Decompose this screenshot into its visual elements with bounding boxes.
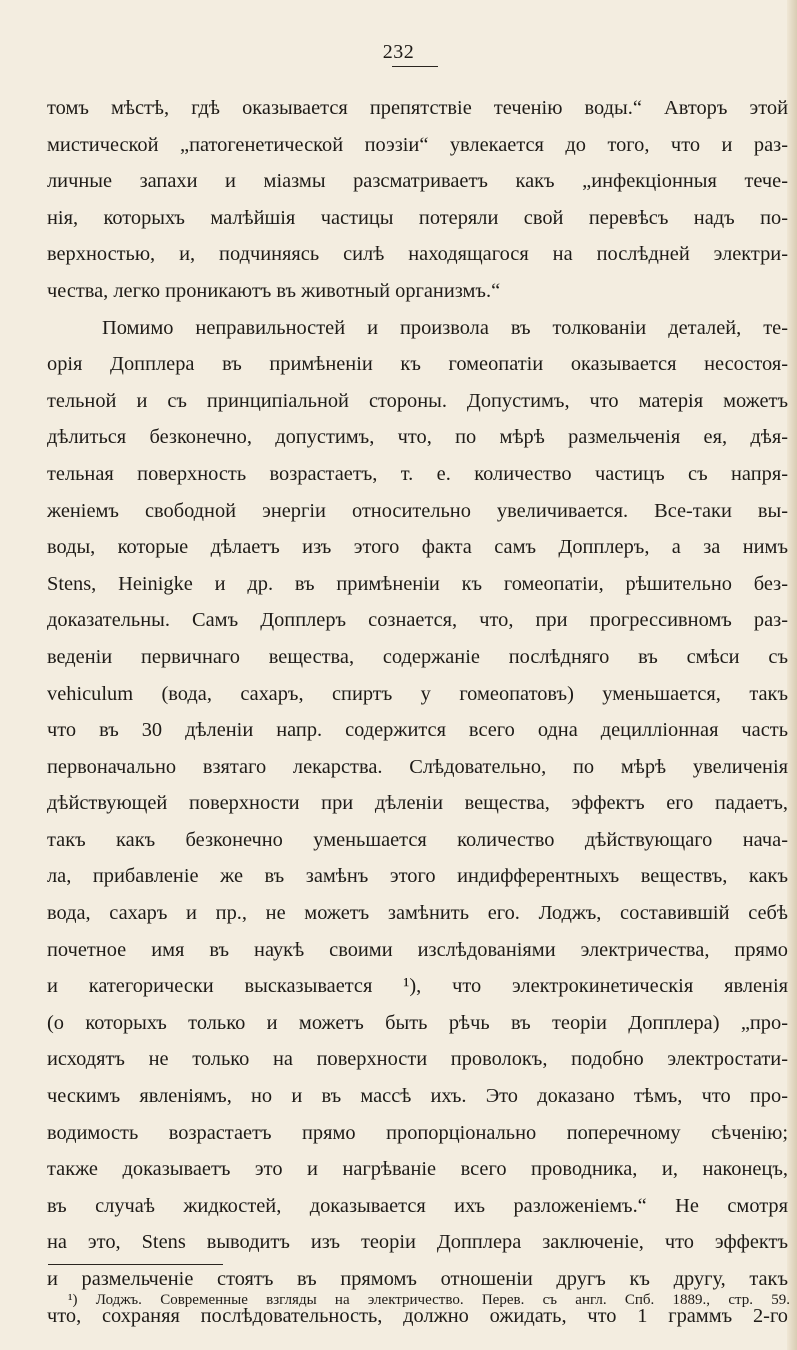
text-line: такъ какъ безконечно уменьшается количество дѣйствующаго нача- bbox=[47, 828, 788, 851]
text-line: верхностью, и, подчиняясь силѣ находящагося на послѣдней электри- bbox=[47, 243, 788, 266]
text-line: исходятъ не только на поверхности проволокъ, подобно электростати- bbox=[47, 1048, 788, 1071]
text-line: водимость возрастаетъ прямо пропорціонально поперечному сѣченію; bbox=[47, 1121, 788, 1144]
text-line: нія, которыхъ малѣйшія частицы потеряли свой перевѣсъ надъ по- bbox=[47, 206, 788, 229]
footnote-rule bbox=[48, 1264, 223, 1265]
text-line: ческимъ явленіямъ, но и въ массѣ ихъ. Это доказано тѣмъ, что про- bbox=[47, 1085, 788, 1108]
page-edge bbox=[787, 0, 797, 1350]
text-line: Stens, Heinigke и др. въ примѣненіи къ гомеопатіи, рѣшительно без- bbox=[47, 572, 788, 595]
text-line: что въ 30 дѣленіи напр. содержится всего одна децилліонная часть bbox=[47, 719, 788, 742]
text-line: тельная поверхность возрастаетъ, т. е. количество частицъ съ напря- bbox=[47, 462, 788, 485]
text-line: личные запахи и міазмы разсматриваетъ какъ „инфекціонныя тече- bbox=[47, 170, 788, 193]
text-line: веденіи первичнаго вещества, содержаніе послѣдняго въ смѣси съ bbox=[47, 645, 788, 668]
body-text bbox=[47, 90, 788, 1334]
text-line: и размельченіе стоятъ въ прямомъ отношеніи другъ къ другу, такъ bbox=[47, 1268, 788, 1290]
text-line: почетное имя въ наукѣ своими изслѣдованіями электричества, прямо bbox=[47, 938, 788, 961]
text-line: доказательны. Самъ Допплеръ сознается, что, при прогрессивномъ раз- bbox=[47, 609, 788, 632]
text-line: воды, которые дѣлаетъ изъ этого факта самъ Допплеръ, а за нимъ bbox=[47, 536, 788, 559]
text-line: (о которыхъ только и можетъ быть рѣчь въ теоріи Допплера) „про- bbox=[47, 1011, 788, 1034]
text-line: ла, прибавленіе же въ замѣнъ этого индифферентныхъ веществъ, какъ bbox=[47, 865, 788, 888]
text-line: также доказываетъ это и нагрѣваніе всего проводника, и, наконецъ, bbox=[47, 1158, 788, 1181]
text-line: на это, Stens выводитъ изъ теоріи Допплера заключеніе, что эффектъ bbox=[47, 1231, 788, 1254]
text-line: vehiculum (вода, сахаръ, спиртъ у гомеопатовъ) уменьшается, такъ bbox=[47, 682, 788, 705]
text-line: орія Допплера въ примѣненіи къ гомеопатіи оказывается несостоя- bbox=[47, 353, 788, 376]
text-line: дѣлиться безконечно, допустимъ, что, по мѣрѣ размельченія ея, дѣя- bbox=[47, 426, 788, 449]
page-number-rule bbox=[392, 66, 438, 67]
page-number: 232 bbox=[382, 41, 415, 63]
text-line: первоначально взятаго лекарства. Слѣдовательно, по мѣрѣ увеличенія bbox=[47, 755, 788, 778]
text-line: чества, легко проникаютъ въ животный организмъ.“ bbox=[47, 279, 501, 302]
text-line: дѣйствующей поверхности при дѣленіи вещества, эффектъ его падаетъ, bbox=[47, 792, 788, 815]
text-line: Помимо неправильностей и произвола въ толкованіи деталей, те- bbox=[102, 316, 788, 339]
text-line: тельной и съ принципіальной стороны. Допустимъ, что матерія можетъ bbox=[47, 389, 788, 412]
footnote: ¹) Лоджъ. Современные взгляды на электричество. Перев. съ англ. Спб. 1889., стр. 59. bbox=[68, 1292, 790, 1308]
text-line: вода, сахаръ и пр., не можетъ замѣнить его. Лоджъ, составившій себѣ bbox=[47, 902, 788, 925]
text-line: въ случаѣ жидкостей, доказывается ихъ разложеніемъ.“ Не смотря bbox=[47, 1194, 788, 1217]
text-line: что, сохраняя послѣдовательность, должно ожидать, что 1 граммъ 2-го bbox=[47, 1304, 788, 1327]
text-line: женіемъ свободной энергіи относительно увеличивается. Все-таки вы- bbox=[47, 499, 788, 522]
text-line: и категорически высказывается ¹), что электрокинетическія явленія bbox=[47, 975, 788, 998]
text-line: мистической „патогенетической поэзіи“ увлекается до того, что и раз- bbox=[47, 133, 788, 156]
text-line: томъ мѣстѣ, гдѣ оказывается препятствіе теченію воды.“ Авторъ этой bbox=[47, 97, 788, 119]
